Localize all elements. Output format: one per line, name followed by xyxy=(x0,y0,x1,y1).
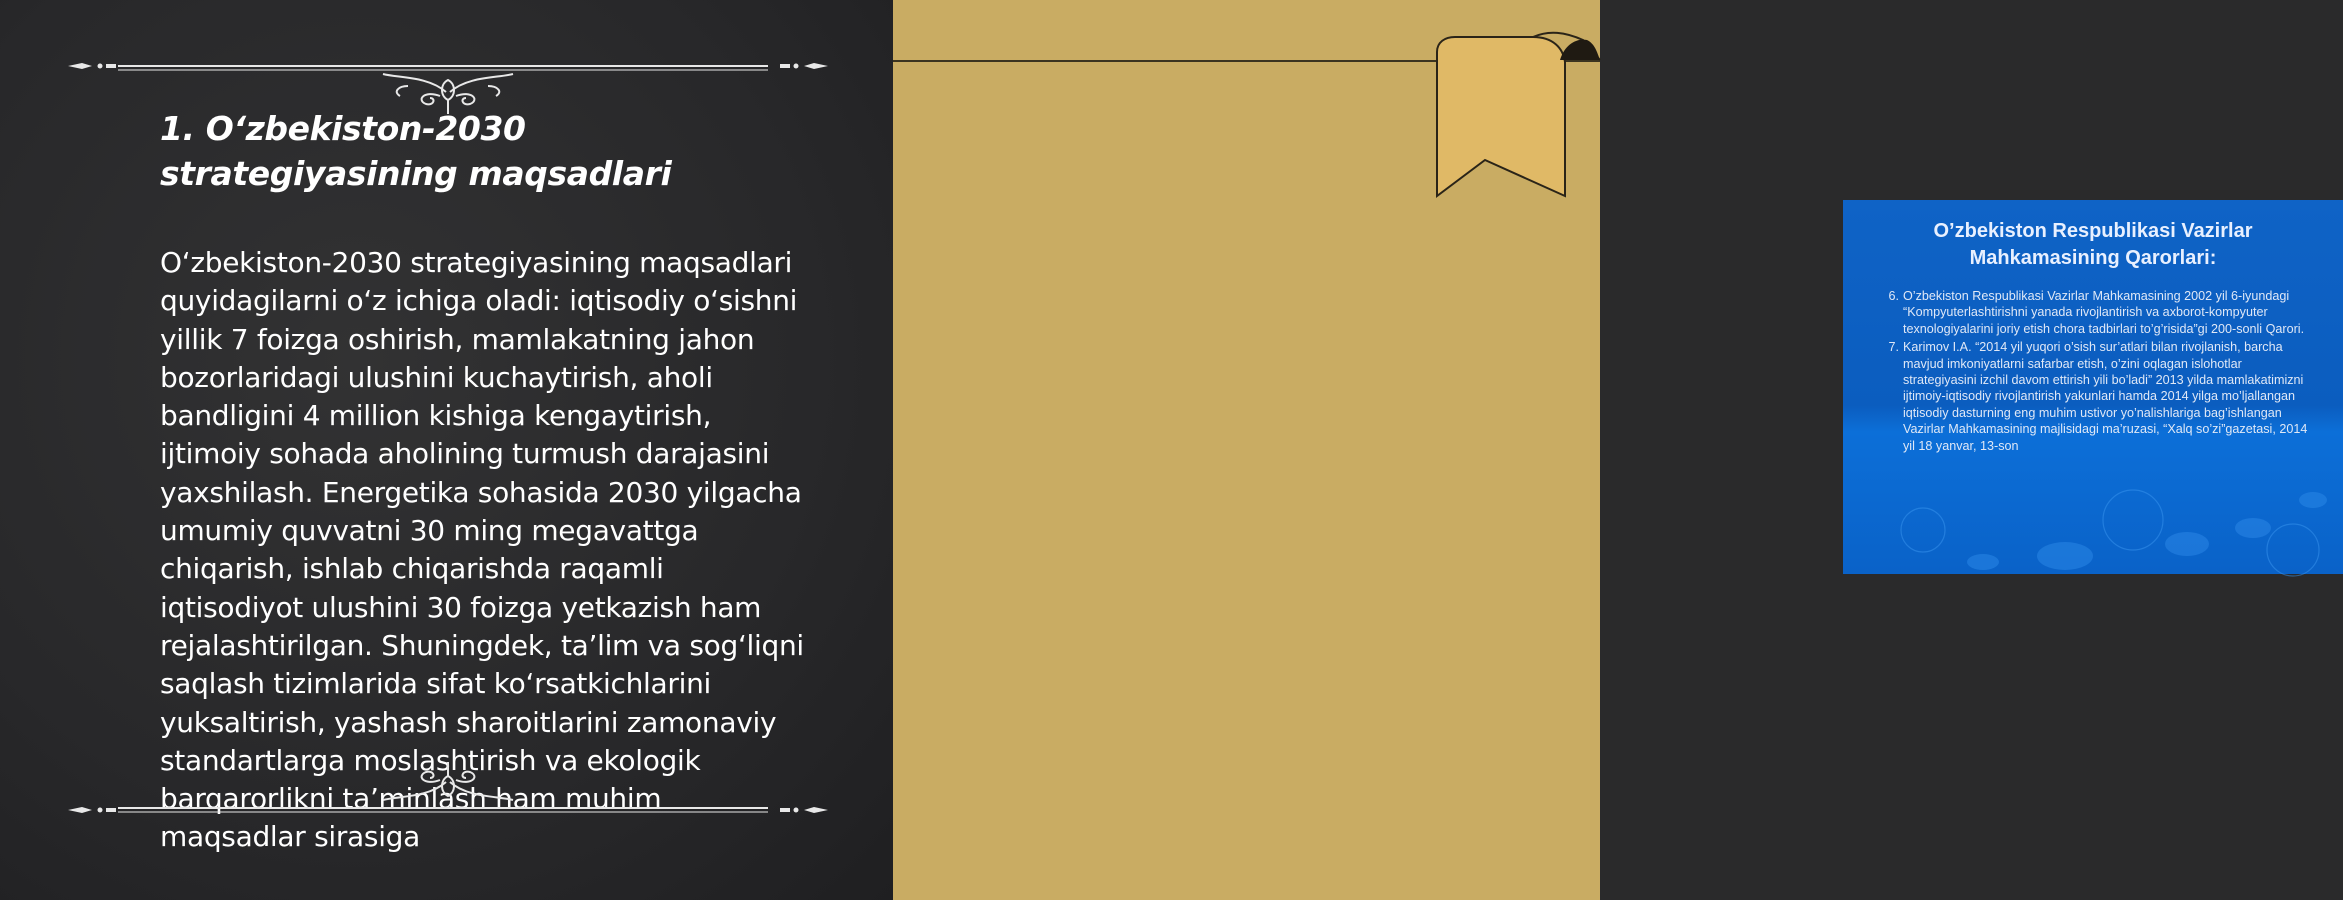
image-panel xyxy=(893,0,2308,900)
blue-image-card xyxy=(1843,200,2343,574)
text-panel xyxy=(0,0,893,900)
list-item-text: O’zbekiston Respublikasi Vazirlar Mahkamasining 2002 yil 6-iyundagi “Kompyuterlashtirishni yanada rivojlantirish va axborot-kompyuter texnologiyalarini joriy etish chora tadbirlari to’g’risida”gi 200-sonli Qarori. xyxy=(1903,289,2305,336)
slide-body-text: O‘zbekiston-2030 strategiyasining maqsadlari quyidagilarni o‘z ichiga oladi: iqtisodiy o‘sishni yillik 7 foizga oshirish, mamlakatning jahon bozorlaridagi ulushini kuchaytirish, aholi bandligini 4 million kishiga kengaytirish, ijtimoiy sohada aholining turmush darajasini yaxshilash. Energetika sohasida 2030 yilgacha umumiy quvvatni 30 ming megavattga chiqarish, ishlab chiqarishda raqamli iqtisodiyot ulushini 30 foizga yetkazish ham rejalashtirilgan. Shuningdek, ta’lim va sog‘liqni saqlash tizimlarida sifat ko‘rsatkichlarini yuksaltirish, yashash sharoitlarini zamonaviy standartlarga moslashtirish va ekologik barqarorlikni ta’minlash ham muhim maqsadlar sirasiga xyxy=(160,246,804,854)
list-item-text: Karimov I.A. “2014 yil yuqori o’sish sur’atlari bilan rivojlanish, barcha mavjud imkoniyatlarni safarbar etish, o’zini oqlagan islohotlar strategiyasini izchil davom ettirish yili bo’ladi” 2013 yilda mamlakatimizni ijtimoiy-iqtisodiy rivojlantirish yakunlari hamda 2014 yilga mo’ljallangan iqtisodiy dasturning eng muhim ustivor yo’nalishlariga bag’ishlangan Vazirlar Mahkamasining majlisidagi ma’ruzasi, “Xalq so’zi”gazetasi, 2014 yil 18 yanvar, 13-son xyxy=(1903,340,2308,453)
list-item xyxy=(1881,288,2313,337)
resolutions-list xyxy=(1881,288,2313,456)
list-item-number: 7. xyxy=(1888,340,1899,355)
bookmark-ribbon-icon xyxy=(893,0,1600,200)
list-item-number: 6. xyxy=(1888,289,1899,303)
list-item xyxy=(1881,339,2313,454)
slide-title: 1. O‘zbekiston-2030 strategiyasining maqsadlari xyxy=(160,109,672,193)
card-title: O’zbekiston Respublikasi Vazirlar Mahkamasining Qarorlari: xyxy=(1933,220,2253,269)
bottom-ornamental-divider-icon xyxy=(68,762,828,832)
